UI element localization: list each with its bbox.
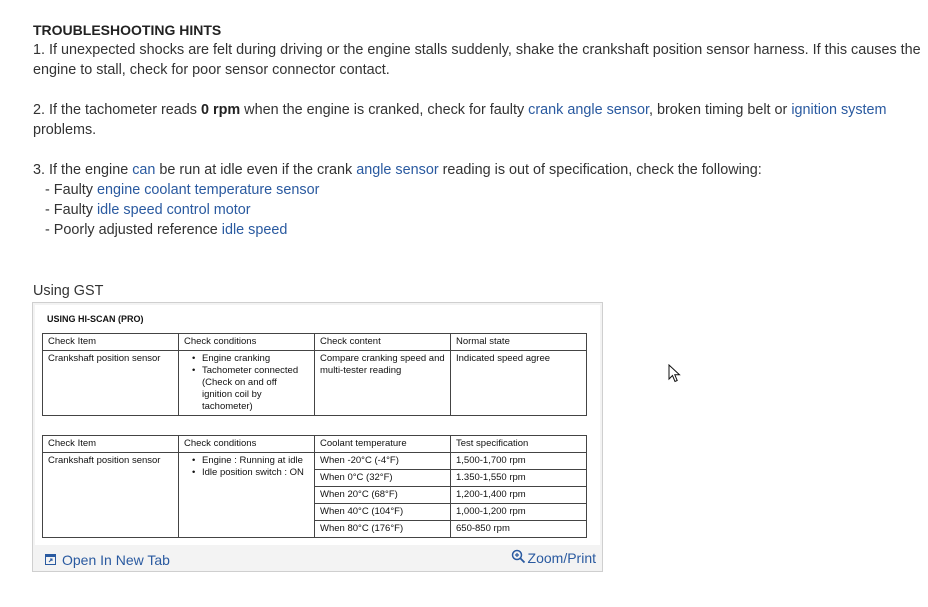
table-cell: Crankshaft position sensor [43, 351, 179, 416]
idle-check-table [42, 435, 587, 538]
list-item: • Tachometer connected (Check on and off ignition coil by tachometer) [202, 365, 309, 413]
hint-2-text-b: when the engine is cranked, check for faulty [240, 102, 529, 118]
conditions-list [184, 455, 309, 479]
table-cell [179, 453, 315, 538]
zoom-print-button[interactable] [511, 549, 596, 567]
hi-scan-figure [35, 305, 600, 545]
check-list [33, 180, 923, 240]
link-can[interactable]: can [132, 162, 156, 178]
hint-1 [33, 40, 923, 80]
figure-frame [32, 302, 603, 572]
table-cell: 1,000-1,200 rpm [451, 504, 587, 521]
hint-3-text-c: reading is out of specification, check the following: [438, 162, 762, 178]
list-item-text: - Faulty [45, 202, 97, 218]
hint-2-text-c: , broken timing belt or [648, 102, 792, 118]
table-header: Coolant temperature [315, 436, 451, 453]
hint-3-text-b: be run at idle even if the crank [155, 162, 357, 178]
conditions-list [184, 353, 309, 413]
table-cell [179, 351, 315, 416]
list-item [33, 180, 923, 200]
hint-3 [33, 160, 923, 180]
new-tab-icon [45, 552, 56, 568]
open-in-new-tab-button[interactable] [45, 552, 170, 568]
table-header: Normal state [451, 334, 587, 351]
hint-2-text-a: 2. If the tachometer reads [33, 102, 201, 118]
list-item: • Engine : Running at idle [202, 455, 309, 467]
list-item [33, 220, 923, 240]
link-idle-speed[interactable]: idle speed [221, 222, 288, 238]
list-item: • Idle position switch : ON [202, 467, 309, 479]
hi-scan-title: USING HI-SCAN (PRO) [47, 314, 144, 324]
open-in-new-tab-label: Open In New Tab [62, 552, 170, 568]
link-crank-angle-sensor[interactable]: crank angle sensor [528, 102, 649, 118]
table-header: Test specification [451, 436, 587, 453]
table-cell: 650-850 rpm [451, 521, 587, 538]
table-cell: Crankshaft position sensor [43, 453, 179, 538]
table-cell: Compare cranking speed and multi-tester reading [315, 351, 451, 416]
table-header: Check Item [43, 334, 179, 351]
table-cell: 1,500-1,700 rpm [451, 453, 587, 470]
link-angle-sensor[interactable]: angle sensor [356, 162, 439, 178]
table-header-row [43, 334, 587, 351]
table-header: Check conditions [179, 436, 315, 453]
table-cell: When 80°C (176°F) [315, 521, 451, 538]
link-ignition-system[interactable]: ignition system [791, 102, 887, 118]
table-cell: Indicated speed agree [451, 351, 587, 416]
list-item [33, 200, 923, 220]
using-gst-label: Using GST [33, 283, 104, 299]
list-item: • Engine cranking [202, 353, 309, 365]
table-cell: When 20°C (68°F) [315, 487, 451, 504]
link-idle-speed-control-motor[interactable]: idle speed control motor [96, 202, 251, 218]
zoom-print-label: Zoom/Print [527, 550, 596, 566]
link-engine-coolant-temperature-sensor[interactable]: engine coolant temperature sensor [96, 182, 320, 198]
list-item-text: - Poorly adjusted reference [45, 222, 222, 238]
table-cell: 1,200-1,400 rpm [451, 487, 587, 504]
table-header: Check conditions [179, 334, 315, 351]
table-header-row [43, 436, 587, 453]
section-heading: TROUBLESHOOTING HINTS [33, 22, 222, 38]
table-header: Check content [315, 334, 451, 351]
hint-2-text-d: problems. [33, 122, 97, 138]
table-cell: When 0°C (32°F) [315, 470, 451, 487]
table-row [43, 453, 587, 470]
hint-2 [33, 100, 923, 140]
table-cell: When 40°C (104°F) [315, 504, 451, 521]
list-item-text: - Faulty [45, 182, 97, 198]
mouse-cursor-icon [668, 364, 682, 389]
table-cell: 1.350-1,550 rpm [451, 470, 587, 487]
hint-2-bold: 0 rpm [200, 102, 241, 118]
table-row [43, 351, 587, 416]
hint-1-text: 1. If unexpected shocks are felt during driving or the engine stalls suddenly, shake the crankshaft position sensor harness. If this causes the engine to stall, check for poor sensor connector contact. [33, 42, 921, 78]
table-header: Check Item [43, 436, 179, 453]
zoom-icon [511, 549, 526, 567]
cranking-check-table [42, 333, 587, 416]
troubleshooting-section [33, 20, 923, 240]
table-cell: When -20°C (-4°F) [315, 453, 451, 470]
hint-3-text-a: 3. If the engine [33, 162, 133, 178]
